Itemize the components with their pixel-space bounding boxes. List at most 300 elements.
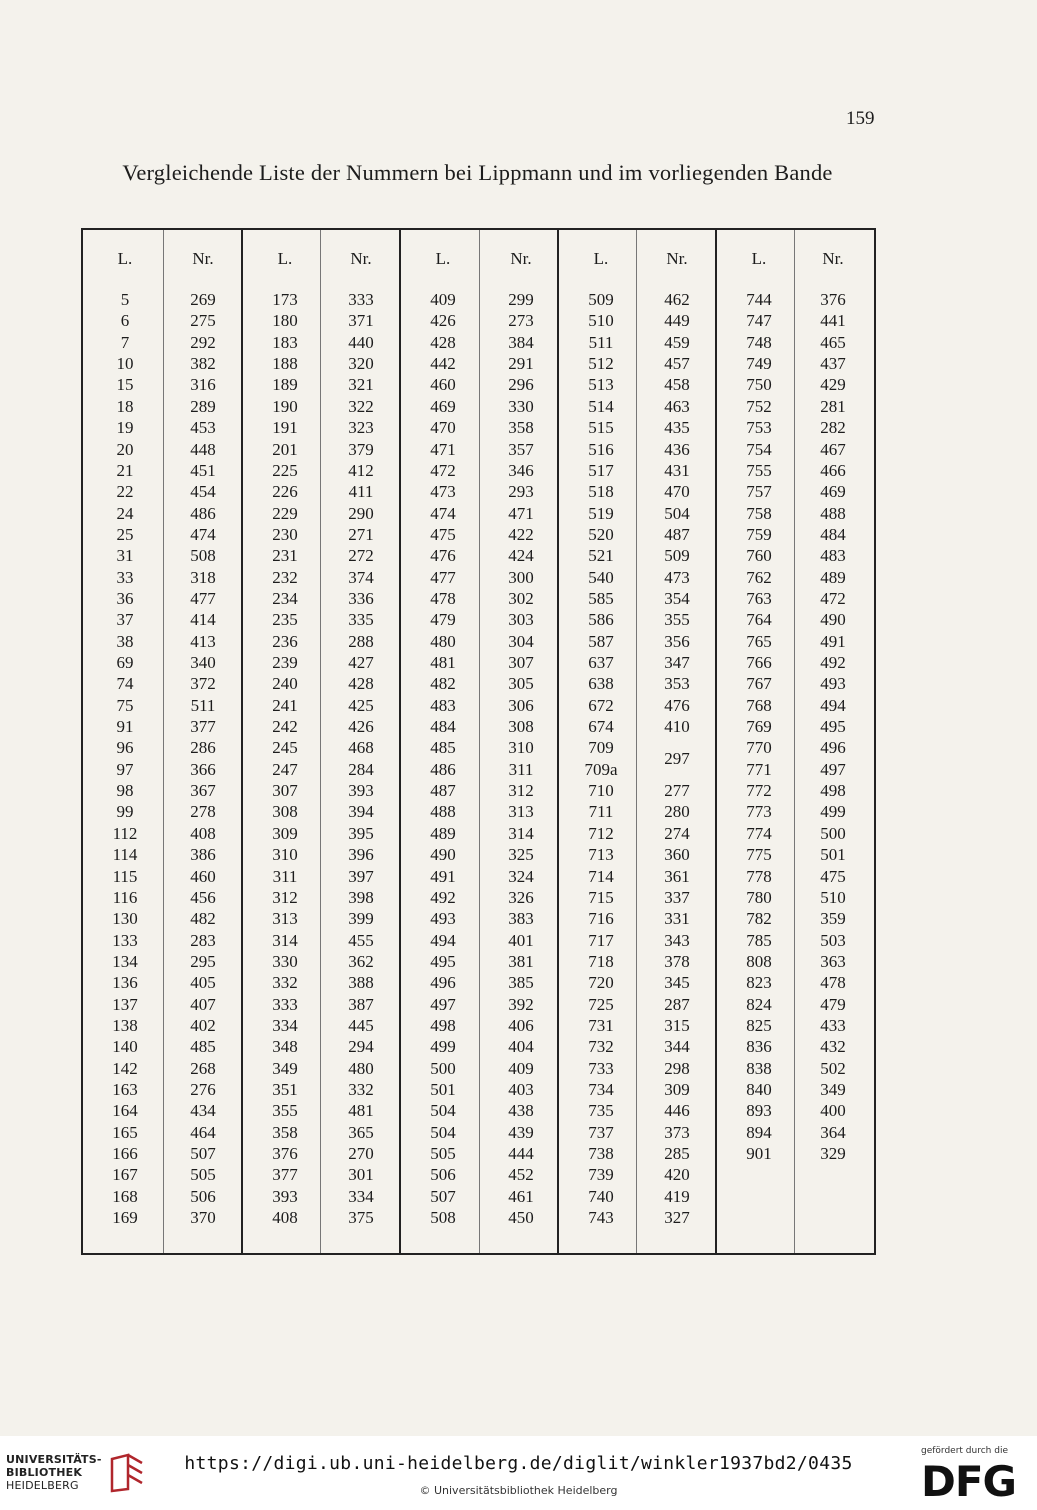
table-cell: 436 [664, 439, 690, 459]
table-cell: 497 [820, 759, 846, 779]
table-cell: 485 [190, 1037, 216, 1057]
table-cell: 457 [664, 354, 690, 374]
table-cell: 476 [664, 695, 690, 715]
table-cell: 359 [820, 909, 846, 929]
table-cell: 283 [190, 930, 216, 950]
table-cell: 496 [820, 738, 846, 758]
table-cell: 33 [116, 567, 134, 587]
table-cell: 449 [664, 311, 690, 331]
table-cell: 381 [508, 951, 534, 971]
table-cell: 324 [508, 866, 534, 886]
table-cell: 467 [820, 439, 846, 459]
column-rule [636, 230, 637, 1253]
sponsor-block[interactable] [905, 1446, 1030, 1506]
table-cell: 479 [430, 610, 456, 630]
table-cell: 506 [430, 1165, 456, 1185]
page-number: 159 [846, 108, 875, 129]
table-cell: 780 [746, 887, 772, 907]
table-cell: 378 [664, 951, 690, 971]
table-cell: 738 [588, 1144, 614, 1163]
table-cell: 504 [430, 1101, 456, 1121]
table-cell: 748 [746, 332, 772, 352]
table-cell: 247 [272, 759, 298, 779]
table-cell: 332 [272, 973, 298, 993]
viewer-footer [0, 1436, 1037, 1510]
table-cell: 329 [820, 1144, 846, 1163]
table-cell: 344 [664, 1037, 690, 1057]
table-cell: 474 [430, 503, 456, 523]
copyright-notice: © Universitätsbibliothek Heidelberg [419, 1484, 618, 1497]
table-cell: 494 [430, 930, 456, 950]
table-cell: 753 [746, 418, 772, 438]
table-cell: 394 [348, 802, 374, 822]
table-cell: 24 [116, 503, 134, 523]
table-cell: 272 [348, 546, 374, 566]
table-cell: 901 [746, 1144, 772, 1163]
table-cell: 318 [190, 567, 216, 587]
table-cell: 492 [820, 653, 846, 672]
table-cell: 437 [820, 354, 846, 374]
column-header: L. [435, 249, 451, 268]
table-cell: 239 [272, 653, 298, 672]
table-cell: 388 [348, 973, 374, 993]
table-cell: 460 [190, 866, 216, 886]
table-cell: 330 [272, 951, 298, 971]
table-cell: 757 [746, 482, 772, 502]
table-cell: 374 [348, 567, 374, 587]
library-name-line-2: BIBLIOTHEK [6, 1466, 83, 1479]
table-cell: 142 [112, 1058, 138, 1078]
table-cell: 521 [588, 546, 614, 566]
table-cell: 487 [664, 524, 690, 544]
table-cell: 273 [508, 311, 534, 331]
table-cell: 713 [588, 845, 614, 865]
table-cell: 754 [746, 439, 772, 459]
table-cell: 782 [746, 909, 772, 929]
table-cell: 434 [190, 1101, 216, 1121]
table-cell: 373 [664, 1122, 690, 1142]
table-cell: 201 [272, 439, 298, 459]
table-cell: 762 [746, 567, 772, 587]
table-cell: 460 [430, 375, 456, 395]
table-cell: 519 [588, 503, 614, 523]
table-cell: 112 [112, 823, 138, 843]
table-cell: 167 [112, 1165, 138, 1185]
table-cell: 308 [272, 802, 298, 822]
table-cell: 169 [112, 1208, 138, 1228]
table-cell: 709 [588, 738, 614, 758]
table-cell: 494 [820, 695, 846, 715]
table-cell: 487 [430, 781, 456, 800]
table-cell: 470 [664, 482, 690, 502]
dfg-logo-icon: DFG [921, 1457, 1017, 1506]
table-cell: 331 [664, 909, 690, 929]
table-cell: 442 [430, 354, 456, 374]
table-cell: 760 [746, 546, 772, 566]
table-cell: 488 [820, 503, 846, 523]
table-cell: 516 [588, 439, 614, 459]
table-cell: 168 [112, 1186, 138, 1206]
table-cell: 490 [430, 845, 456, 865]
table-cell: 477 [190, 588, 216, 608]
table-cell: 466 [820, 460, 846, 480]
table-cell: 772 [746, 781, 772, 800]
column-header: Nr. [192, 249, 214, 268]
table-cell: 755 [746, 460, 772, 480]
table-cell: 289 [190, 396, 216, 416]
table-cell: 287 [664, 994, 690, 1014]
column-group-rule [399, 230, 401, 1253]
table-cell: 674 [588, 717, 614, 736]
table-cell: 517 [588, 460, 614, 480]
table-cell: 296 [508, 375, 534, 395]
table-cell: 672 [588, 695, 614, 715]
table-cell: 425 [348, 695, 374, 715]
table-cell: 383 [508, 909, 534, 929]
table-cell: 711 [588, 802, 614, 822]
table-cell: 509 [664, 546, 690, 566]
table-cell: 10 [116, 354, 134, 374]
sponsor-caption: gefördert durch die [921, 1446, 1008, 1456]
table-cell: 322 [348, 396, 374, 416]
table-cell: 386 [190, 845, 216, 865]
table-cell: 824 [746, 994, 772, 1014]
column-header: L. [277, 249, 293, 268]
table-cell: 453 [190, 418, 216, 438]
column-header: Nr. [666, 249, 688, 268]
table-cell: 413 [190, 631, 216, 651]
table-cell: 69 [116, 653, 134, 672]
table-cell: 731 [588, 1015, 614, 1035]
table-cell: 764 [746, 610, 772, 630]
column-header: Nr. [822, 249, 844, 268]
table-cell: 335 [348, 610, 374, 630]
table-cell: 276 [190, 1080, 216, 1099]
table-cell: 325 [508, 845, 534, 865]
table-cell: 507 [430, 1186, 456, 1206]
table-cell: 747 [746, 311, 772, 331]
table-cell: 21 [116, 460, 134, 480]
table-cell: 773 [746, 802, 772, 822]
table-cell: 355 [272, 1101, 298, 1121]
table-cell: 712 [588, 823, 614, 843]
table-cell: 499 [820, 802, 846, 822]
table-cell: 346 [508, 460, 534, 480]
table-cell: 518 [588, 482, 614, 502]
table-cell: 637 [588, 653, 614, 672]
table-cell: 382 [190, 354, 216, 374]
table-cell: 495 [820, 717, 846, 736]
table-cell: 431 [664, 460, 690, 480]
table-cell: 313 [272, 909, 298, 929]
table-cell: 315 [664, 1015, 690, 1035]
table-cell: 714 [588, 866, 614, 886]
table-cell: 503 [820, 930, 846, 950]
table-cell: 189 [272, 375, 298, 395]
library-name-line-3: HEIDELBERG [6, 1479, 79, 1492]
table-cell: 511 [588, 332, 614, 352]
table-cell: 278 [190, 802, 216, 822]
table-cell: 749 [746, 354, 772, 374]
table-cell: 478 [820, 973, 846, 993]
table-cell: 507 [190, 1144, 216, 1163]
table-cell: 808 [746, 951, 772, 971]
table-cell: 504 [430, 1122, 456, 1142]
table-cell: 327 [664, 1208, 690, 1228]
table-cell: 173 [272, 290, 298, 309]
table-cell: 138 [112, 1015, 138, 1035]
table-cell: 229 [272, 503, 298, 523]
table-cell: 314 [508, 823, 534, 843]
table-cell: 769 [746, 717, 772, 736]
table-cell: 480 [348, 1058, 374, 1078]
table-cell: 235 [272, 610, 298, 630]
table-cell: 480 [430, 631, 456, 651]
table-cell: 403 [508, 1080, 534, 1099]
table-cell: 333 [348, 290, 374, 309]
table-cell: 308 [508, 717, 534, 736]
table-cell: 763 [746, 588, 772, 608]
table-cell: 280 [664, 802, 690, 822]
table-cell: 473 [430, 482, 456, 502]
table-cell: 5 [120, 290, 130, 309]
table-cell: 349 [820, 1080, 846, 1099]
table-cell: 409 [508, 1058, 534, 1078]
table-cell: 456 [190, 887, 216, 907]
table-cell: 321 [348, 375, 374, 395]
table-cell: 471 [508, 503, 534, 523]
table-cell: 404 [508, 1037, 534, 1057]
table-cell: 450 [508, 1208, 534, 1228]
table-cell: 840 [746, 1080, 772, 1099]
table-cell: 305 [508, 674, 534, 694]
table-cell: 340 [190, 653, 216, 672]
table-cell: 306 [508, 695, 534, 715]
table-cell: 405 [190, 973, 216, 993]
table-cell: 461 [508, 1186, 534, 1206]
table-cell: 15 [116, 375, 134, 395]
table-cell: 384 [508, 332, 534, 352]
table-cell: 508 [190, 546, 216, 566]
table-cell: 372 [190, 674, 216, 694]
table-cell: 429 [820, 375, 846, 395]
table-cell: 510 [588, 311, 614, 331]
table-cell: 330 [508, 396, 534, 416]
table-cell: 136 [112, 973, 138, 993]
table-cell: 485 [430, 738, 456, 758]
table-cell: 734 [588, 1080, 614, 1099]
comparison-table [81, 228, 876, 1255]
table-cell: 735 [588, 1101, 614, 1121]
table-cell: 836 [746, 1037, 772, 1057]
table-cell: 312 [272, 887, 298, 907]
table-cell: 440 [348, 332, 374, 352]
table-cell: 446 [664, 1101, 690, 1121]
table-cell: 501 [430, 1080, 456, 1099]
table-cell: 360 [664, 845, 690, 865]
table-cell: 166 [112, 1144, 138, 1163]
table-cell: 314 [272, 930, 298, 950]
table-cell: 540 [588, 567, 614, 587]
table-cell: 291 [508, 354, 534, 374]
table-cell: 392 [508, 994, 534, 1014]
table-cell: 473 [664, 567, 690, 587]
table-cell: 407 [190, 994, 216, 1014]
table-cell: 271 [348, 524, 374, 544]
table-cell: 311 [508, 759, 534, 779]
table-cell: 307 [272, 781, 298, 800]
table-cell: 387 [348, 994, 374, 1014]
table-cell: 408 [190, 823, 216, 843]
table-cell: 718 [588, 951, 614, 971]
table-cell: 385 [508, 973, 534, 993]
table-cell: 406 [508, 1015, 534, 1035]
table-cell: 512 [588, 354, 614, 374]
table-cell: 353 [664, 674, 690, 694]
table-cell: 114 [112, 845, 138, 865]
library-name-line-1: UNIVERSITÄTS- [6, 1453, 102, 1466]
column-header: Nr. [350, 249, 372, 268]
table-cell: 226 [272, 482, 298, 502]
table-cell: 240 [272, 674, 298, 694]
table-cell: 190 [272, 396, 298, 416]
table-cell: 379 [348, 439, 374, 459]
table-cell: 371 [348, 311, 374, 331]
table-cell: 75 [116, 695, 134, 715]
table-cell: 744 [746, 290, 772, 309]
table-cell: 472 [430, 460, 456, 480]
table-cell: 455 [348, 930, 374, 950]
table-cell: 395 [348, 823, 374, 843]
table-cell: 451 [190, 460, 216, 480]
table-cell: 230 [272, 524, 298, 544]
table-cell: 488 [430, 802, 456, 822]
table-cell: 759 [746, 524, 772, 544]
table-cell: 717 [588, 930, 614, 950]
table-cell: 377 [190, 717, 216, 736]
table-cell: 396 [348, 845, 374, 865]
table-cell: 725 [588, 994, 614, 1014]
table-cell: 286 [190, 738, 216, 758]
table-cell: 472 [820, 588, 846, 608]
table-cell: 825 [746, 1015, 772, 1035]
table-cell: 500 [820, 823, 846, 843]
table-cell: 752 [746, 396, 772, 416]
table-cell: 420 [664, 1165, 690, 1185]
table-cell: 410 [664, 717, 690, 736]
table-cell: 270 [348, 1144, 374, 1163]
table-cell: 439 [508, 1122, 534, 1142]
table-cell: 475 [820, 866, 846, 886]
table-cell: 501 [820, 845, 846, 865]
column-header: L. [593, 249, 609, 268]
table-cell: 499 [430, 1037, 456, 1057]
table-cell: 505 [190, 1165, 216, 1185]
table-cell: 354 [664, 588, 690, 608]
table-cell: 481 [430, 653, 456, 672]
table-cell: 505 [430, 1144, 456, 1163]
table-cell: 347 [664, 653, 690, 672]
table-cell: 500 [430, 1058, 456, 1078]
table-cell: 710 [588, 781, 614, 800]
table-cell: 765 [746, 631, 772, 651]
table-cell: 225 [272, 460, 298, 480]
table-cell: 183 [272, 332, 298, 352]
table-cell: 464 [190, 1122, 216, 1142]
table-cell: 493 [430, 909, 456, 929]
table-cell: 720 [588, 973, 614, 993]
table-cell: 18 [116, 396, 134, 416]
table-cell: 309 [664, 1080, 690, 1099]
table-cell: 638 [588, 674, 614, 694]
table-cell: 401 [508, 930, 534, 950]
table-cell: 351 [272, 1080, 298, 1099]
table-cell: 489 [430, 823, 456, 843]
table-cell: 510 [820, 887, 846, 907]
table-cell: 7 [120, 332, 130, 352]
table-cell: 445 [348, 1015, 374, 1035]
table-cell: 357 [508, 439, 534, 459]
table-cell: 495 [430, 951, 456, 971]
table-cell: 482 [190, 909, 216, 929]
table-cell: 300 [508, 567, 534, 587]
table-cell: 514 [588, 396, 614, 416]
table-cell: 586 [588, 610, 614, 630]
table-cell: 134 [112, 951, 138, 971]
table-cell: 438 [508, 1101, 534, 1121]
table-cell: 767 [746, 674, 772, 694]
column-header: Nr. [510, 249, 532, 268]
table-cell: 343 [664, 930, 690, 950]
column-rule [163, 230, 164, 1253]
table-cell: 393 [272, 1186, 298, 1206]
table-cell: 6 [120, 311, 130, 331]
table-cell: 337 [664, 887, 690, 907]
table-cell: 441 [820, 311, 846, 331]
table-cell: 766 [746, 653, 772, 672]
column-header: L. [751, 249, 767, 268]
table-cell: 19 [116, 418, 134, 438]
table-cell: 435 [664, 418, 690, 438]
table-cell: 301 [348, 1165, 374, 1185]
table-cell: 364 [820, 1122, 846, 1142]
table-cell: 99 [116, 802, 134, 822]
table-cell: 115 [112, 866, 138, 886]
table-cell: 823 [746, 973, 772, 993]
table-cell: 303 [508, 610, 534, 630]
table-cell: 349 [272, 1058, 298, 1078]
table-cell: 277 [664, 781, 690, 800]
table-cell: 715 [588, 887, 614, 907]
table-cell: 778 [746, 866, 772, 886]
table-cell: 165 [112, 1122, 138, 1142]
table-cell: 245 [272, 738, 298, 758]
table-cell: 474 [190, 524, 216, 544]
table-cell: 140 [112, 1037, 138, 1057]
table-cell: 513 [588, 375, 614, 395]
table-cell: 22 [116, 482, 134, 502]
table-cell: 511 [190, 695, 216, 715]
permalink-url[interactable]: https://digi.ub.uni-heidelberg.de/diglit/winkler1937bd2/0435 [184, 1453, 853, 1474]
table-cell: 298 [664, 1058, 690, 1078]
column-group-rule [557, 230, 559, 1253]
table-cell: 323 [348, 418, 374, 438]
table-cell: 427 [348, 653, 374, 672]
table-cell: 231 [272, 546, 298, 566]
table-cell: 408 [272, 1208, 298, 1228]
table-cell: 454 [190, 482, 216, 502]
table-cell: 163 [112, 1080, 138, 1099]
